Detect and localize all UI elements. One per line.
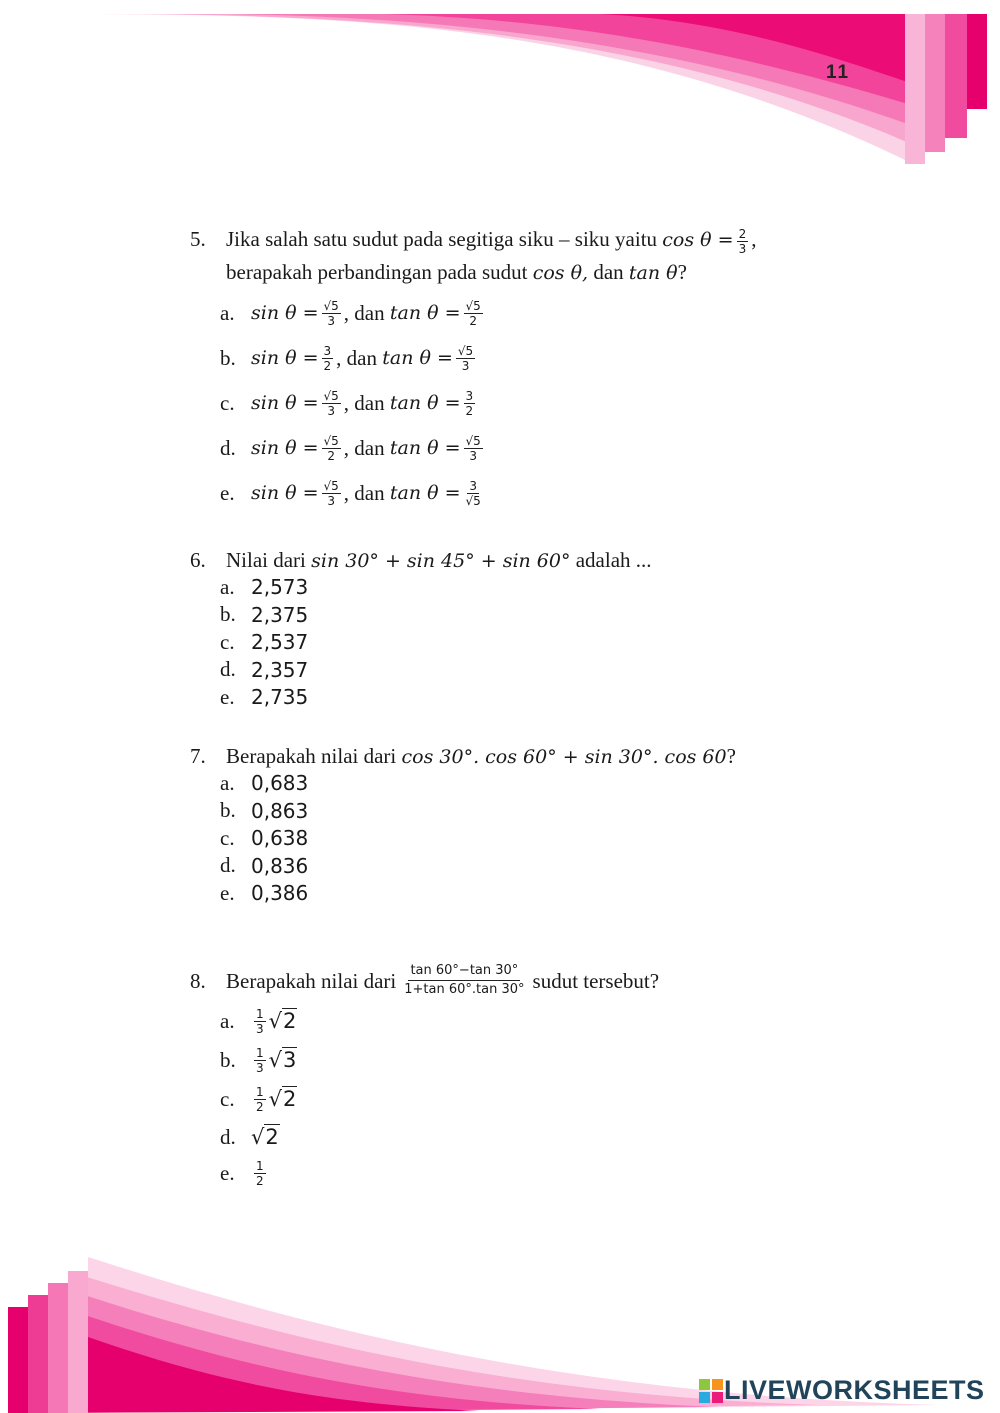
option-text: , dan: [336, 345, 383, 370]
question-number: 6.: [190, 548, 206, 572]
option-label: a.: [220, 1008, 235, 1033]
square-root: [269, 1048, 298, 1072]
punctuation: ,: [751, 227, 757, 251]
fraction-denominator: 2: [256, 1173, 264, 1188]
fraction-numerator: √5: [323, 433, 339, 448]
radical-sign: √: [251, 1125, 265, 1149]
fraction-denominator: 3: [256, 1021, 264, 1036]
fraction-numerator: √5: [465, 298, 481, 313]
answer-option-7e: [220, 876, 308, 910]
option-label: d.: [220, 1124, 236, 1149]
question-5-stem: [190, 225, 756, 256]
option-value: 0,683: [251, 771, 309, 795]
option-label: a.: [220, 300, 235, 325]
fraction-numerator: 2: [738, 226, 747, 241]
question-number: 8.: [190, 968, 206, 993]
question-text: Nilai dari: [226, 548, 306, 572]
option-label: c.: [220, 1086, 235, 1111]
option-value: 2,357: [251, 657, 309, 682]
punctuation: ?: [726, 744, 736, 768]
fraction: [254, 1046, 266, 1075]
square-root: [269, 1087, 298, 1111]
option-label: a.: [220, 574, 235, 599]
fraction-denominator: 2: [465, 403, 474, 418]
option-label: c.: [220, 390, 235, 415]
math-expression: tan θ =: [389, 482, 461, 504]
fraction: [254, 1159, 266, 1188]
radicand: 3: [283, 1048, 297, 1072]
fraction-numerator: √5: [457, 343, 474, 358]
fraction: [464, 299, 483, 328]
option-text: , dan: [343, 390, 390, 415]
top-pink-ribbon: [0, 0, 1000, 200]
square-root: [251, 1125, 280, 1149]
fraction-denominator: 3: [469, 448, 477, 463]
fraction: [322, 479, 341, 508]
option-label: b.: [220, 602, 236, 627]
math-expression: sin θ =: [251, 347, 319, 369]
answer-option-8b: [220, 1043, 297, 1077]
radical-sign: √: [268, 1087, 283, 1111]
math-expression: tan θ =: [389, 392, 461, 414]
fraction-denominator: 2: [327, 448, 335, 463]
liveworksheets-watermark: [698, 1375, 985, 1406]
fraction-denominator: 2: [323, 358, 332, 373]
question-text: Jika salah satu sudut pada segitiga siku – siku yaitu: [226, 227, 658, 251]
question-number: 7.: [190, 744, 206, 768]
radical-sign: √: [268, 1048, 283, 1072]
math-expression: tan θ =: [382, 347, 453, 369]
fraction-numerator: √5: [323, 478, 339, 493]
fraction-denominator: √5: [465, 493, 481, 508]
option-value: 2,573: [251, 575, 309, 599]
answer-option-5b: [220, 341, 478, 375]
option-label: b.: [220, 1047, 236, 1072]
option-label: d.: [220, 657, 236, 682]
math-expression: tan θ =: [389, 437, 461, 459]
answer-option-8c: [220, 1082, 297, 1116]
fraction-numerator: 1: [256, 1006, 264, 1021]
math-expression: cos θ =: [662, 229, 734, 251]
option-label: b.: [220, 798, 236, 823]
question-number: 5.: [190, 227, 206, 251]
fraction: [322, 299, 341, 328]
option-value: 0,386: [251, 881, 309, 906]
fraction-denominator: 2: [469, 313, 477, 328]
answer-option-5a: [220, 296, 486, 330]
liveworksheets-logo-icon: [698, 1378, 724, 1404]
fraction: [402, 962, 526, 999]
option-label: d.: [220, 853, 236, 878]
option-value: 2,537: [251, 630, 309, 655]
fraction: [464, 434, 483, 463]
option-label: e.: [220, 684, 235, 709]
option-value: 2,375: [251, 602, 309, 627]
math-expression: sin 30° + sin 45° + sin 60°: [311, 550, 571, 572]
radicand: 2: [265, 1125, 279, 1149]
option-label: e.: [220, 880, 235, 905]
fraction-denominator: 2: [256, 1099, 264, 1114]
question-5-stem-line2: [226, 260, 687, 285]
question-text: adalah ...: [575, 548, 652, 572]
question-text: Berapakah nilai dari: [226, 968, 397, 993]
fraction-denominator: 3: [327, 403, 335, 418]
fraction: [322, 434, 341, 463]
option-value: 0,863: [251, 798, 309, 823]
radicand: 2: [283, 1009, 297, 1033]
fraction: [456, 344, 475, 373]
math-expression: sin θ =: [251, 302, 319, 324]
answer-option-5c: [220, 386, 478, 420]
fraction: [254, 1085, 266, 1114]
question-text: dan: [593, 260, 624, 284]
fraction: [737, 227, 749, 256]
math-expression: sin θ =: [251, 482, 319, 504]
radical-sign: √: [268, 1009, 283, 1033]
option-label: a.: [220, 770, 235, 795]
question-text: berapakah perbandingan pada sudut: [226, 260, 528, 284]
fraction-numerator: 1: [256, 1158, 264, 1173]
fraction-denominator: 3: [256, 1060, 264, 1075]
option-text: , dan: [343, 480, 390, 505]
fraction: [322, 389, 341, 418]
option-text: , dan: [343, 435, 390, 460]
option-value: 0,638: [251, 826, 309, 851]
math-expression: tan θ =: [389, 302, 461, 324]
fraction-numerator: tan 60°−tan 30°: [408, 962, 520, 981]
option-label: c.: [220, 629, 235, 654]
math-expression: cos θ,: [532, 262, 589, 284]
math-expression: cos 30°. cos 60° + sin 30°. cos 60: [401, 746, 727, 768]
option-label: c.: [220, 825, 235, 850]
fraction: [464, 479, 483, 508]
watermark-text: LIVEWORKSHEETS: [724, 1375, 985, 1405]
answer-option-5d: [220, 431, 486, 465]
fraction-numerator: 3: [469, 478, 477, 493]
fraction-denominator: 3: [738, 241, 747, 256]
option-label: b.: [220, 345, 236, 370]
fraction: [464, 389, 476, 418]
punctuation: ?: [677, 260, 687, 284]
fraction-numerator: 1: [256, 1045, 264, 1060]
fraction-denominator: 3: [461, 358, 470, 373]
fraction-numerator: 1: [256, 1084, 264, 1099]
option-text: , dan: [343, 300, 390, 325]
fraction-numerator: √5: [323, 298, 339, 313]
radicand: 2: [283, 1087, 297, 1111]
option-label: d.: [220, 435, 236, 460]
fraction-denominator: 3: [327, 313, 335, 328]
option-label: e.: [220, 480, 235, 505]
fraction-denominator: 3: [327, 493, 335, 508]
option-value: 0,836: [251, 853, 309, 878]
option-label: e.: [220, 1160, 235, 1185]
fraction-numerator: 3: [465, 388, 474, 403]
fraction: [322, 344, 334, 373]
fraction-numerator: √5: [323, 388, 339, 403]
question-8-stem: [190, 962, 659, 999]
answer-option-8a: [220, 1004, 297, 1038]
page-number: 11: [826, 62, 851, 83]
fraction-denominator: 1+tan 60°.tan 30°: [404, 982, 525, 997]
fraction-numerator: √5: [465, 433, 481, 448]
question-text: Berapakah nilai dari: [226, 744, 397, 768]
answer-option-5e: [220, 476, 486, 510]
question-text: sudut tersebut?: [532, 968, 660, 993]
option-value: 2,735: [251, 685, 309, 710]
math-expression: sin θ =: [251, 437, 319, 459]
answer-option-6e: [220, 680, 308, 714]
fraction: [254, 1007, 266, 1036]
fraction-numerator: 3: [323, 343, 332, 358]
answer-option-8d: [220, 1120, 280, 1154]
math-expression: tan θ: [628, 262, 678, 284]
answer-option-8e: [220, 1156, 269, 1190]
square-root: [269, 1009, 298, 1033]
math-expression: sin θ =: [251, 392, 319, 414]
